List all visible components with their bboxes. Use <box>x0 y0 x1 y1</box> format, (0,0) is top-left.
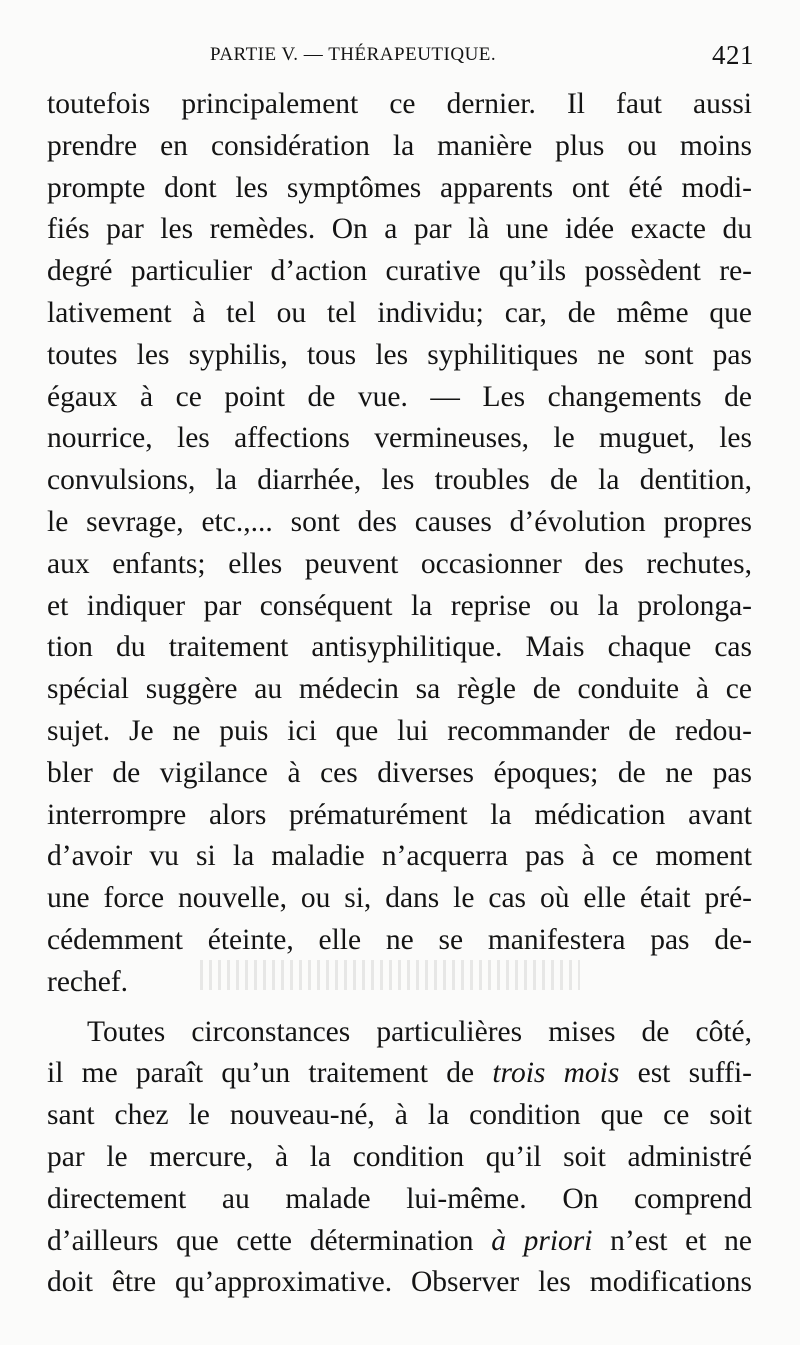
text-line: rechef. <box>47 965 129 998</box>
text-line: égaux à ce point de vue. — Les changements de <box>47 380 752 413</box>
text-line: aux enfants; elles peuvent occasionner des rechutes, <box>47 547 752 580</box>
text-line: lativement à tel ou tel individu; car, de même que <box>47 296 752 329</box>
text-line: tion du traitement antisyphilitique. Mais chaque cas <box>47 631 752 664</box>
text-line: Toutes circonstances particulières mises de côté, <box>87 1015 752 1048</box>
text-line: sujet. Je ne puis ici que lui recommander de redou- <box>47 714 752 747</box>
text-line: doit être qu’approximative. Observer les modifications <box>47 1266 752 1299</box>
text-line: d’ailleurs que cette détermination à priori n’est et ne <box>47 1224 752 1257</box>
text-line: toutes les syphilis, tous les syphilitiques ne sont pas <box>47 338 752 371</box>
text-line: par le mercure, à la condition qu’il soit administré <box>47 1140 752 1173</box>
text-line: fiés par les remèdes. On a par là une idée exacte du <box>47 213 752 246</box>
text-line: d’avoir vu si la maladie n’acquerra pas à ce moment <box>47 840 752 873</box>
emphasis: à priori <box>491 1224 593 1257</box>
text-line: toutefois principalement ce dernier. Il faut aussi <box>47 88 752 120</box>
emphasis: trois mois <box>492 1057 620 1090</box>
text-line: degré particulier d’action curative qu’ils possèdent re- <box>47 255 752 288</box>
text-line: prompte dont les symptômes apparents ont été modi- <box>47 171 752 204</box>
text-line: sant chez le nouveau-né, à la condition que ce soit <box>47 1099 752 1132</box>
body-text <box>47 84 752 1304</box>
page-header <box>160 40 754 80</box>
text-line: cédemment éteinte, elle ne se manifestera pas de- <box>47 923 752 956</box>
paragraph <box>47 1012 752 1305</box>
text-line: il me paraît qu’un traitement de trois mois est suffi- <box>47 1057 752 1090</box>
text-line: le sevrage, etc.,... sont des causes d’évolution propres <box>47 505 752 538</box>
text-line: nourrice, les affections vermineuses, le muguet, les <box>47 422 752 455</box>
text-line: spécial suggère au médecin sa règle de conduite à ce <box>47 673 752 706</box>
running-title: PARTIE V. — THÉRAPEUTIQUE. <box>210 44 497 65</box>
paragraph-gap <box>47 1004 752 1012</box>
text-line: prendre en considération la manière plus ou moins <box>47 129 752 162</box>
text-line: convulsions, la diarrhée, les troubles de la dentition, <box>47 464 752 497</box>
text-line: directement au malade lui-même. On comprend <box>47 1182 752 1215</box>
paragraph <box>47 84 752 1004</box>
text-line: interrompre alors prématurément la médication avant <box>47 798 752 831</box>
text-line: une force nouvelle, ou si, dans le cas où elle était pré- <box>47 882 752 915</box>
text-line: et indiquer par conséquent la reprise ou la prolonga- <box>47 589 752 622</box>
page-number: 421 <box>712 40 754 70</box>
text-line: bler de vigilance à ces diverses époques; de ne pas <box>47 756 752 789</box>
